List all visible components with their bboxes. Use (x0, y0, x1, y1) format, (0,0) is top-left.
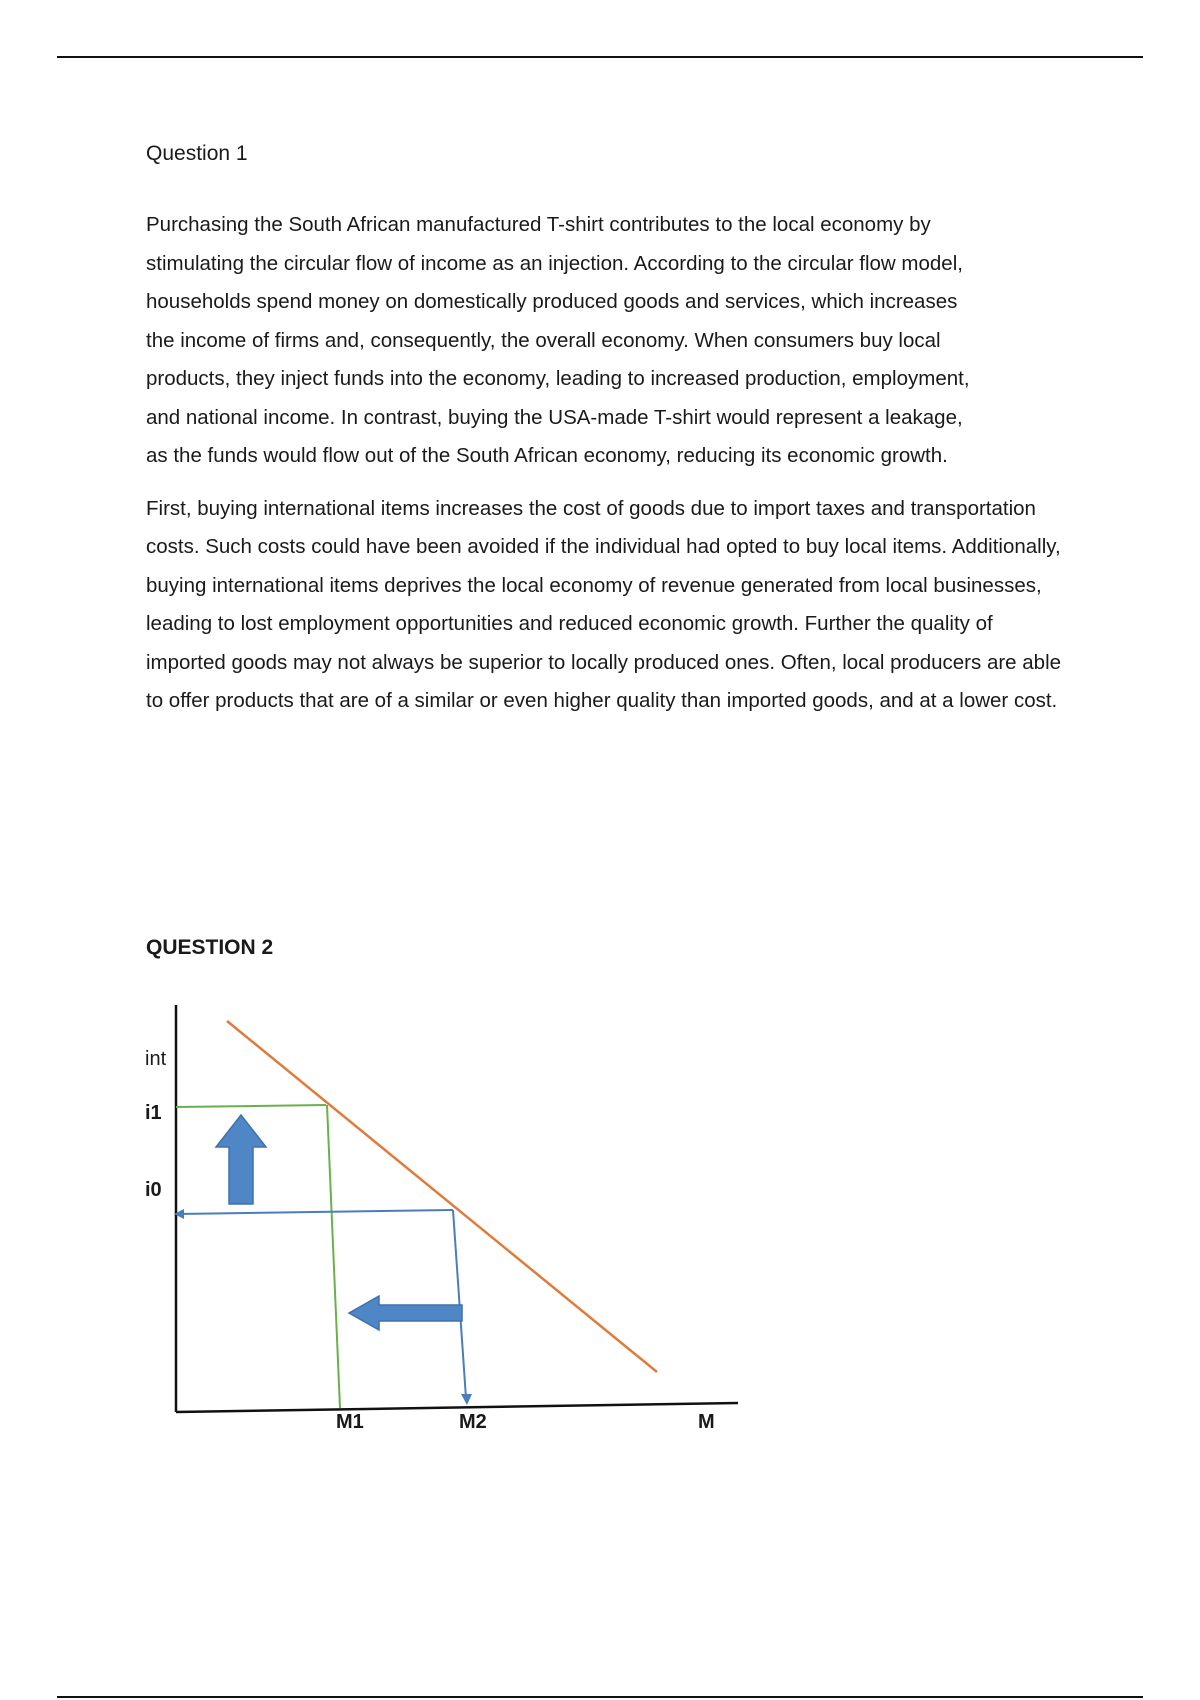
i0-guide-horizontal (178, 1210, 453, 1214)
x-tick-m2: M2 (459, 1411, 487, 1433)
x-tick-m1: M1 (336, 1411, 364, 1433)
y-axis-label: int (145, 1048, 167, 1070)
question2-heading: QUESTION 2 (146, 936, 274, 959)
m1-guide-vertical (327, 1105, 340, 1408)
m2-guide-vertical (453, 1210, 466, 1398)
left-arrow-shape (349, 1296, 462, 1330)
question1-paragraph-2: First, buying international items increases the cost of goods due to import taxes and transportation costs. Such costs could have been avoided if the individual had opted to buy local items. Additionally, buying international items deprives the local economy of revenue generated from local businesses, leading to lost employment opportunities and reduced economic growth. Further the quality of imported goods may not always be superior to locally produced ones. Often, local producers are able to offer products that are of a similar or even higher quality than imported goods, and at a lower cost. (146, 496, 1062, 712)
y-tick-i0: i0 (145, 1179, 162, 1201)
question1-paragraph-1: Purchasing the South African manufactured T-shirt contributes to the local economy by stimulating the circular flow of income as an injection. According to the circular flow model, households spend money on domestically produced goods and services, which increases the income of firms and, consequently, the overall economy. When consumers buy local products, they inject funds into the economy, leading to increased production, employment, and national income. In contrast, buying the USA-made T-shirt would represent a leakage, as the funds would flow out of the South African economy, reducing its economic growth. (146, 213, 970, 467)
bottom-rule (57, 1696, 1143, 1698)
x-axis-label: M (698, 1411, 715, 1433)
question1-heading: Question 1 (146, 142, 248, 165)
y-tick-i1: i1 (145, 1102, 162, 1124)
x-axis (176, 1403, 738, 1412)
i1-guide-horizontal (176, 1105, 326, 1107)
up-arrow-shape (216, 1115, 266, 1204)
m2-guide-arrowhead (461, 1394, 472, 1405)
